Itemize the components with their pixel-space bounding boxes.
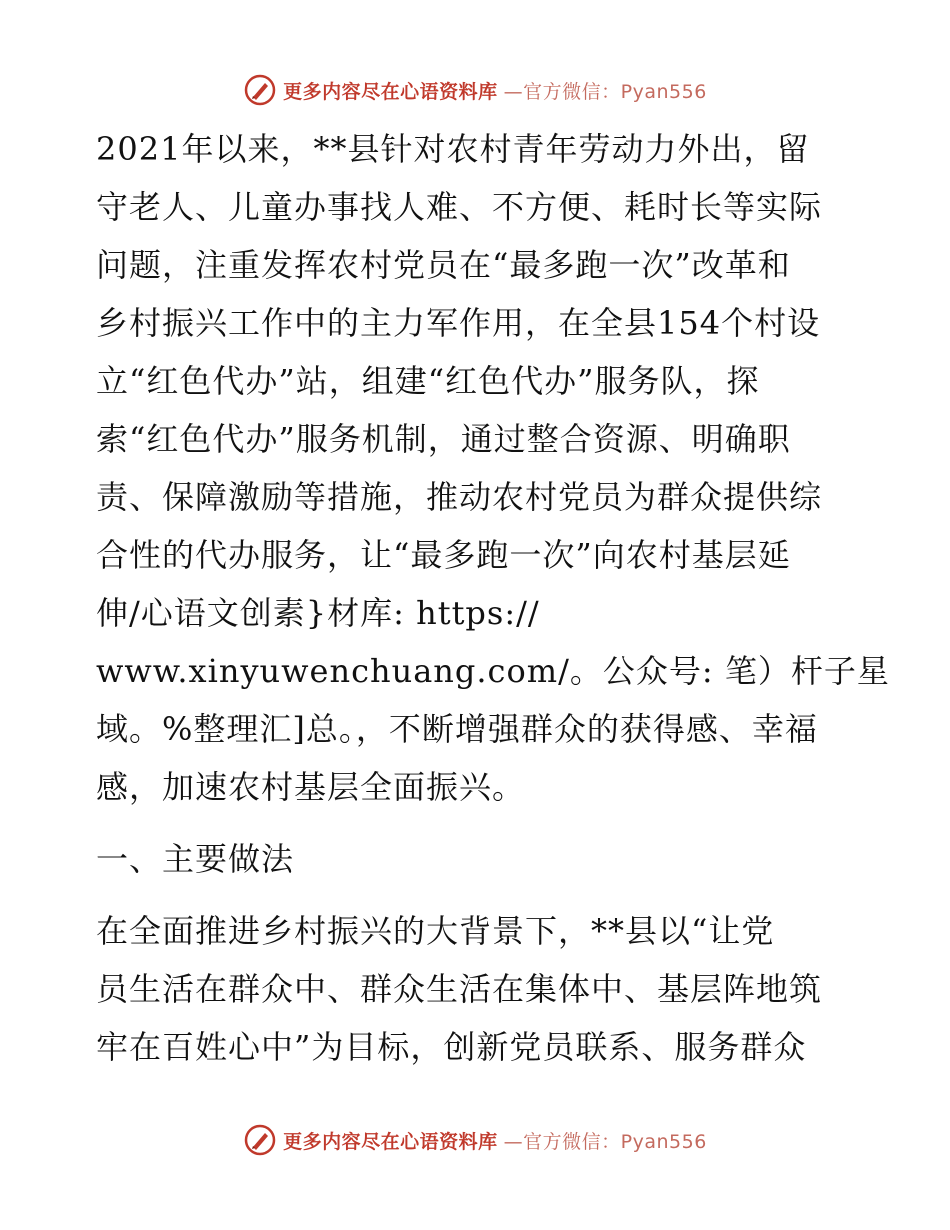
- pen-logo-icon: [243, 73, 277, 107]
- text-line: 牢在百姓心中”为目标，创新党员联系、服务群众: [96, 1028, 807, 1066]
- text-line: 立“红色代办”站，组建“红色代办”服务队，探: [96, 362, 760, 400]
- text-line: 伸/心语文创素}材库: https://: [96, 594, 540, 632]
- text-line: 在全面推进乡村振兴的大背景下，**县以“让党: [96, 912, 775, 950]
- paragraph-gap: [96, 888, 856, 902]
- text-line: 合性的代办服务，让“最多跑一次”向农村基层延: [96, 536, 791, 574]
- watermark-wechat-text: —官方微信：Pyan556: [503, 80, 707, 103]
- text-line: 责、保障激励等措施，推动农村党员为群众提供综: [96, 478, 823, 516]
- heading-line: 一、主要做法: [96, 840, 295, 878]
- text-line: 感，加速农村基层全面振兴。: [96, 768, 526, 806]
- watermark-brand-text: 更多内容尽在心语资料库: [283, 80, 498, 103]
- text-line: www.xinyuwenchuang.com/。公众号: 笔）杆子星: [96, 652, 890, 690]
- text-line: 乡村振兴工作中的主力军作用，在全县154个村设: [96, 304, 821, 342]
- paragraph-practice: [96, 902, 856, 1076]
- text-line: 员生活在群众中、群众生活在集体中、基层阵地筑: [96, 970, 823, 1008]
- text-line: 2021年以来，**县针对农村青年劳动力外出，留: [96, 130, 810, 168]
- text-line: 域。%整理汇]总。，不断增强群众的获得感、幸福: [96, 710, 818, 748]
- watermark-footer: [0, 1120, 950, 1160]
- watermark-brand-text: 更多内容尽在心语资料库: [283, 1130, 498, 1153]
- document-body: [96, 120, 890, 1076]
- paragraph-gap: [96, 816, 856, 830]
- section-heading: [96, 830, 856, 888]
- watermark-wechat-text: —官方微信：Pyan556: [503, 1130, 707, 1153]
- text-line: 索“红色代办”服务机制，通过整合资源、明确职: [96, 420, 791, 458]
- paragraph-intro: [96, 120, 890, 816]
- watermark-header: [0, 70, 950, 110]
- pen-logo-icon: [243, 1123, 277, 1157]
- text-line: 守老人、儿童办事找人难、不方便、耗时长等实际: [96, 188, 823, 226]
- text-line: 问题，注重发挥农村党员在“最多跑一次”改革和: [96, 246, 791, 284]
